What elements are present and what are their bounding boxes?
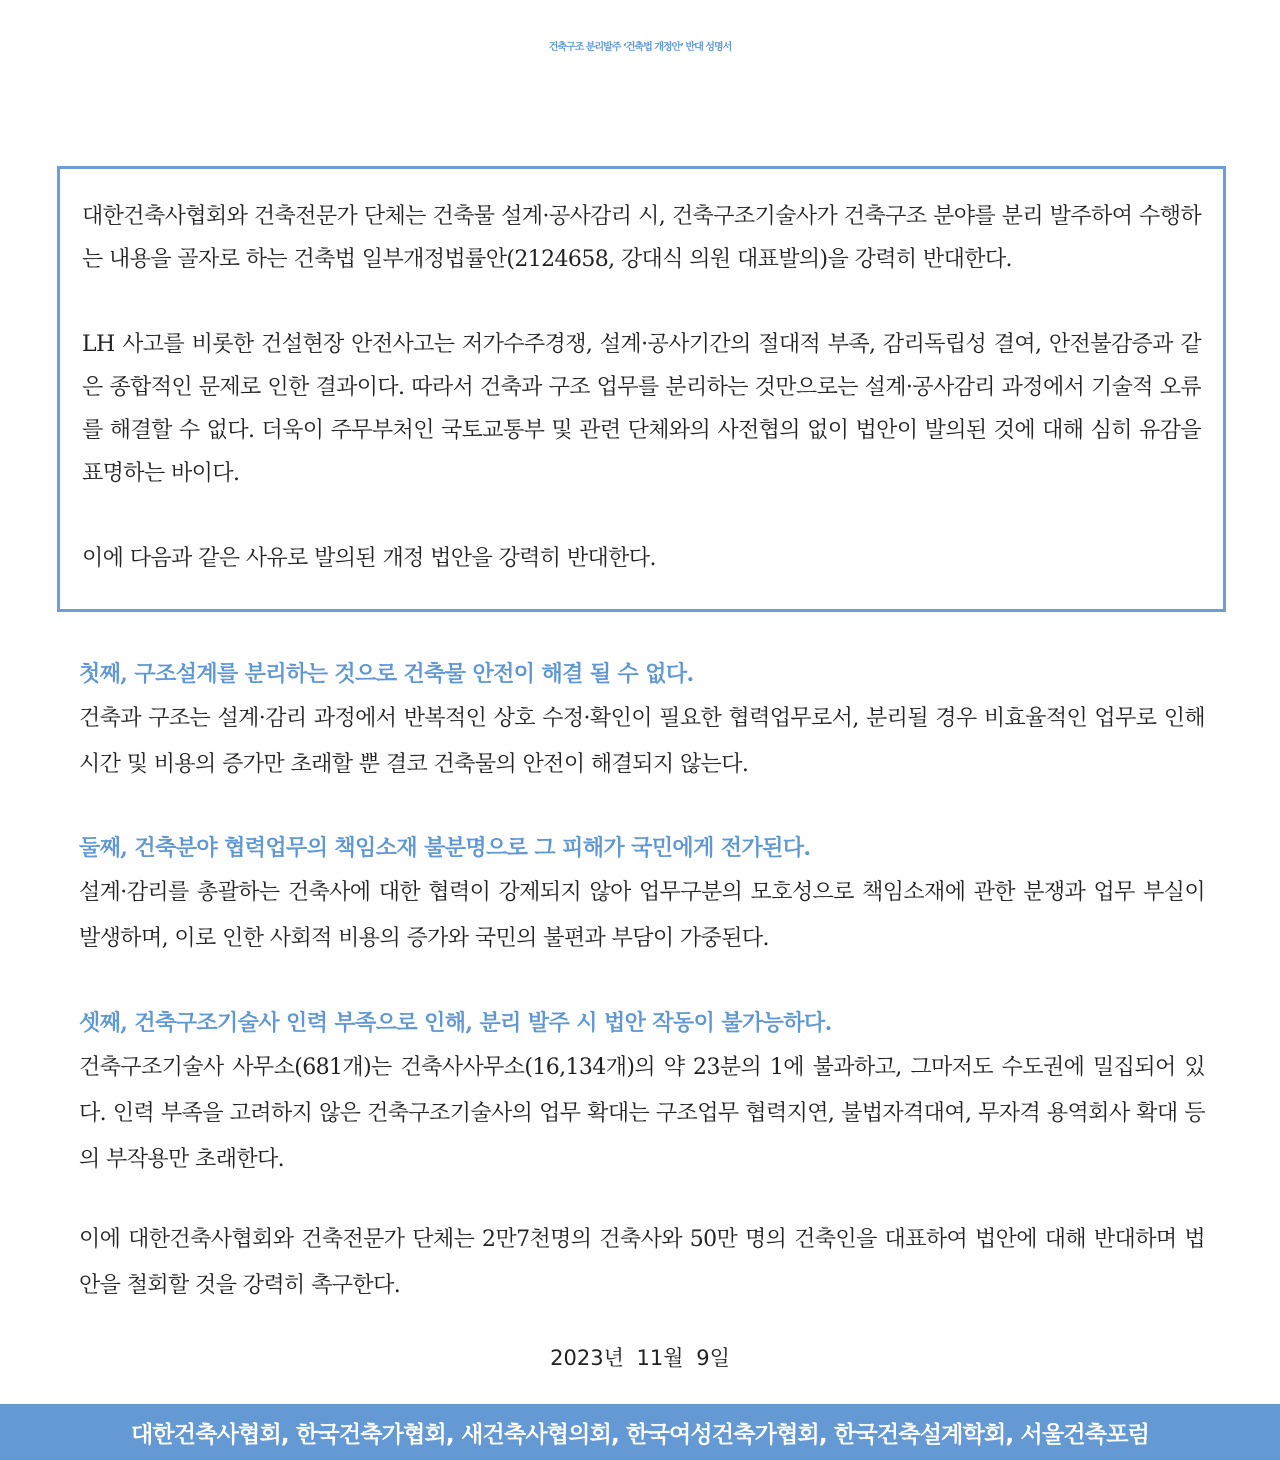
point-text: 건축과 구조는 설계·감리 과정에서 반복적인 상호 수정·확인이 필요한 협력업무로서, 분리될 경우 비효율적인 업무로 인해 시간 및 비용의 증가만 초래할 뿐 결코 건축물의 안전이 해결되지 않는다. bbox=[79, 706, 1205, 777]
intro-box bbox=[57, 166, 1226, 612]
point-text: 설계·감리를 총괄하는 건축사에 대한 협력이 강제되지 않아 업무구분의 모호성으로 책임소재에 관한 분쟁과 업무 부실이 발생하며, 이로 인한 사회적 비용의 증가와 국민의 불편과 부담이 가중된다. bbox=[79, 880, 1205, 951]
point-heading: 셋째, 건축구조기술사 인력 부족으로 인해, 분리 발주 시 법안 작동이 불가능하다. bbox=[79, 1010, 832, 1036]
intro-paragraph-2: LH 사고를 비롯한 건설현장 안전사고는 저가수주경쟁, 설계·공사기간의 절대적 부족, 감리독립성 결여, 안전불감증과 같은 종합적인 문제로 인한 결과이다. 따라서 건축과 구조 업무를 분리하는 것만으로는 설계·공사감리 과정에서 기술적 오류를 해결할 수 없다. 더욱이 주무부처인 국토교통부 및 관련 단체와의 사전협의 없이 법안이 발의된 것에 대해 심히 유감을 표명하는 바이다. bbox=[82, 332, 1201, 486]
signatory-bar bbox=[0, 1404, 1280, 1460]
point-third bbox=[79, 1001, 1205, 1183]
page-title: 건축구조 분리발주 ‘건축법 개정안’ 반대 성명서 bbox=[548, 42, 732, 53]
point-heading: 첫째, 구조설계를 분리하는 것으로 건축물 안전이 해결 될 수 없다. bbox=[79, 661, 694, 687]
point-text: 건축구조기술사 사무소(681개)는 건축사사무소(16,134개)의 약 23분의 1에 불과하고, 그마저도 수도권에 밀집되어 있다. 인력 부족을 고려하지 않은 건축구조기술사의 업무 확대는 구조업무 협력지연, 불법자격대여, 무자격 용역회사 확대 등의 부작용만 초래한다. bbox=[79, 1055, 1205, 1172]
statement-date: 2023년 11월 9일 bbox=[550, 1346, 730, 1370]
point-second bbox=[79, 826, 1205, 962]
intro-paragraph-3: 이에 다음과 같은 사유로 발의된 개정 법안을 강력히 반대한다. bbox=[82, 546, 656, 571]
intro-paragraph-1: 대한건축사협회와 건축전문가 단체는 건축물 설계·공사감리 시, 건축구조기술사가 건축구조 분야를 분리 발주하여 수행하는 내용을 골자로 하는 건축법 일부개정법률안(2124658, 강대식 의원 대표발의)을 강력히 반대한다. bbox=[82, 204, 1201, 272]
conclusion-text: 이에 대한건축사협회와 건축전문가 단체는 2만7천명의 건축사와 50만 명의 건축인을 대표하여 법안에 대해 반대하며 법안을 철회할 것을 강력히 촉구한다. bbox=[79, 1227, 1205, 1298]
point-first bbox=[79, 652, 1205, 788]
signatory-organizations: 대한건축사협회, 한국건축가협회, 새건축사협의회, 한국여성건축가협회, 한국건축설계학회, 서울건축포럼 bbox=[130, 1421, 1150, 1448]
conclusion bbox=[79, 1217, 1205, 1309]
point-heading: 둘째, 건축분야 협력업무의 책임소재 불분명으로 그 피해가 국민에게 전가된다. bbox=[79, 835, 811, 861]
